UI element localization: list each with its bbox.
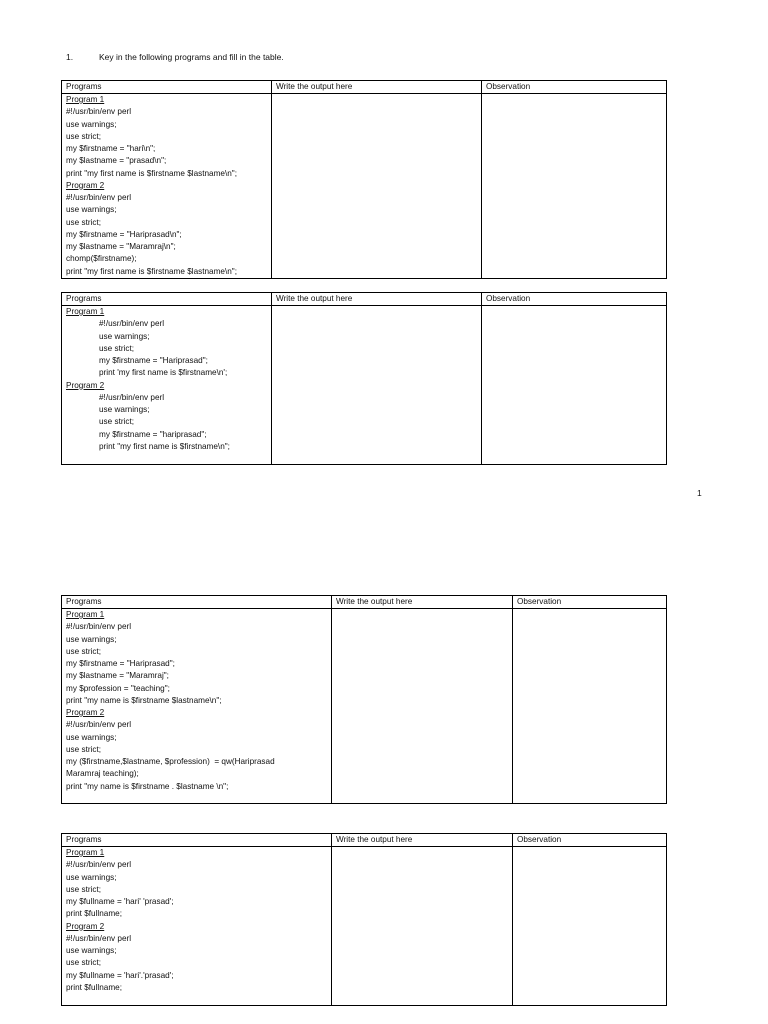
code-line: print "my first name is $firstname $lastname\n";	[66, 168, 237, 178]
code-line: print 'my first name is $firstname\n';	[99, 368, 228, 378]
code-line: #!/usr/bin/env perl	[99, 319, 165, 329]
code-line: #!/usr/bin/env perl	[66, 933, 132, 943]
code-line: my $firstname = "Hariprasad";	[66, 659, 175, 668]
code-line: #!/usr/bin/env perl	[66, 107, 132, 117]
header-programs: Programs	[62, 596, 332, 609]
header-observation: Observation	[482, 81, 667, 94]
header-observation: Observation	[513, 834, 667, 847]
programs-table-2	[61, 292, 667, 465]
code-line: my $firstname = "Hariprasad\n";	[66, 229, 182, 239]
code-line: print "my first name is $firstname\n";	[99, 441, 230, 451]
output-cell[interactable]	[272, 306, 482, 465]
program-label: Program 2	[66, 380, 105, 390]
header-output: Write the output here	[272, 293, 482, 306]
code-line: use warnings;	[99, 331, 150, 341]
code-line: use strict;	[66, 217, 102, 227]
code-line: use strict;	[66, 958, 102, 968]
code-line: my $firstname = "hariprasad";	[99, 429, 207, 439]
code-line: my $fullname = 'hari' 'prasad';	[66, 897, 174, 906]
program-label: Program 1	[66, 307, 105, 316]
observation-cell[interactable]	[513, 847, 667, 1006]
code-line: use warnings;	[66, 634, 117, 644]
programs-cell	[62, 94, 272, 279]
header-programs: Programs	[62, 293, 272, 306]
header-programs: Programs	[62, 81, 272, 94]
header-output: Write the output here	[272, 81, 482, 94]
output-cell[interactable]	[272, 94, 482, 279]
code-line: use warnings;	[66, 205, 117, 215]
code-line: #!/usr/bin/env perl	[66, 720, 132, 730]
code-line: use warnings;	[66, 946, 117, 955]
code-line: print "my first name is $firstname $lastname\n";	[66, 266, 237, 276]
code-line: my $lastname = "Maramraj";	[66, 671, 169, 681]
program-label: Program 2	[66, 921, 105, 931]
code-line: use strict;	[66, 131, 102, 141]
code-line: #!/usr/bin/env perl	[99, 392, 165, 402]
code-line: my $firstname = "Hariprasad";	[99, 356, 208, 365]
code-line: my $lastname = "Maramraj\n";	[66, 242, 176, 251]
code-line: print "my name is $firstname . $lastname \n";	[66, 781, 229, 791]
header-observation: Observation	[482, 293, 667, 306]
code-line: use strict;	[99, 417, 135, 427]
code-line: use strict;	[66, 884, 102, 894]
header-output: Write the output here	[332, 596, 513, 609]
instruction-number: 1.	[66, 52, 74, 62]
output-cell[interactable]	[332, 847, 513, 1006]
code-line: #!/usr/bin/env perl	[66, 193, 132, 202]
output-cell[interactable]	[332, 609, 513, 804]
programs-cell	[62, 306, 272, 465]
header-observation: Observation	[513, 596, 667, 609]
code-line: my $fullname = 'hari'.'prasad';	[66, 970, 174, 980]
code-line: chomp($firstname);	[66, 254, 137, 264]
code-line: use strict;	[66, 744, 102, 754]
programs-table-3	[61, 595, 667, 804]
program-label: Program 2	[66, 708, 105, 717]
page-number: 1	[697, 488, 702, 498]
code-line: use strict;	[99, 343, 135, 353]
instruction-line	[66, 52, 284, 62]
observation-cell[interactable]	[513, 609, 667, 804]
programs-cell	[62, 609, 332, 804]
code-line: print $fullname;	[66, 982, 122, 992]
programs-cell	[62, 847, 332, 1006]
program-label: Program 1	[66, 848, 105, 857]
code-line: use strict;	[66, 646, 102, 656]
code-line: use warnings;	[99, 405, 150, 414]
code-line: print "my name is $firstname $lastname\n";	[66, 695, 222, 705]
code-line: use warnings;	[66, 872, 117, 882]
code-line: use warnings;	[66, 119, 117, 129]
code-line: my ($firstname,$lastname, $profession) = qw(Hariprasad	[66, 757, 275, 766]
code-line: print $fullname;	[66, 909, 122, 919]
programs-table-1	[61, 80, 667, 279]
header-output: Write the output here	[332, 834, 513, 847]
code-line: Maramraj teaching);	[66, 769, 139, 779]
observation-cell[interactable]	[482, 94, 667, 279]
program-label: Program 1	[66, 610, 105, 619]
program-label: Program 1	[66, 95, 105, 104]
code-line: my $firstname = "hari\n";	[66, 144, 156, 153]
code-line: my $lastname = "prasad\n";	[66, 156, 167, 166]
instruction-text: Key in the following programs and fill in the table.	[99, 52, 284, 62]
code-line: #!/usr/bin/env perl	[66, 860, 132, 870]
code-line: my $profession = "teaching";	[66, 683, 170, 693]
code-line: #!/usr/bin/env perl	[66, 622, 132, 632]
header-programs: Programs	[62, 834, 332, 847]
observation-cell[interactable]	[482, 306, 667, 465]
program-label: Program 2	[66, 180, 105, 190]
programs-table-4	[61, 833, 667, 1006]
code-line: use warnings;	[66, 732, 117, 742]
